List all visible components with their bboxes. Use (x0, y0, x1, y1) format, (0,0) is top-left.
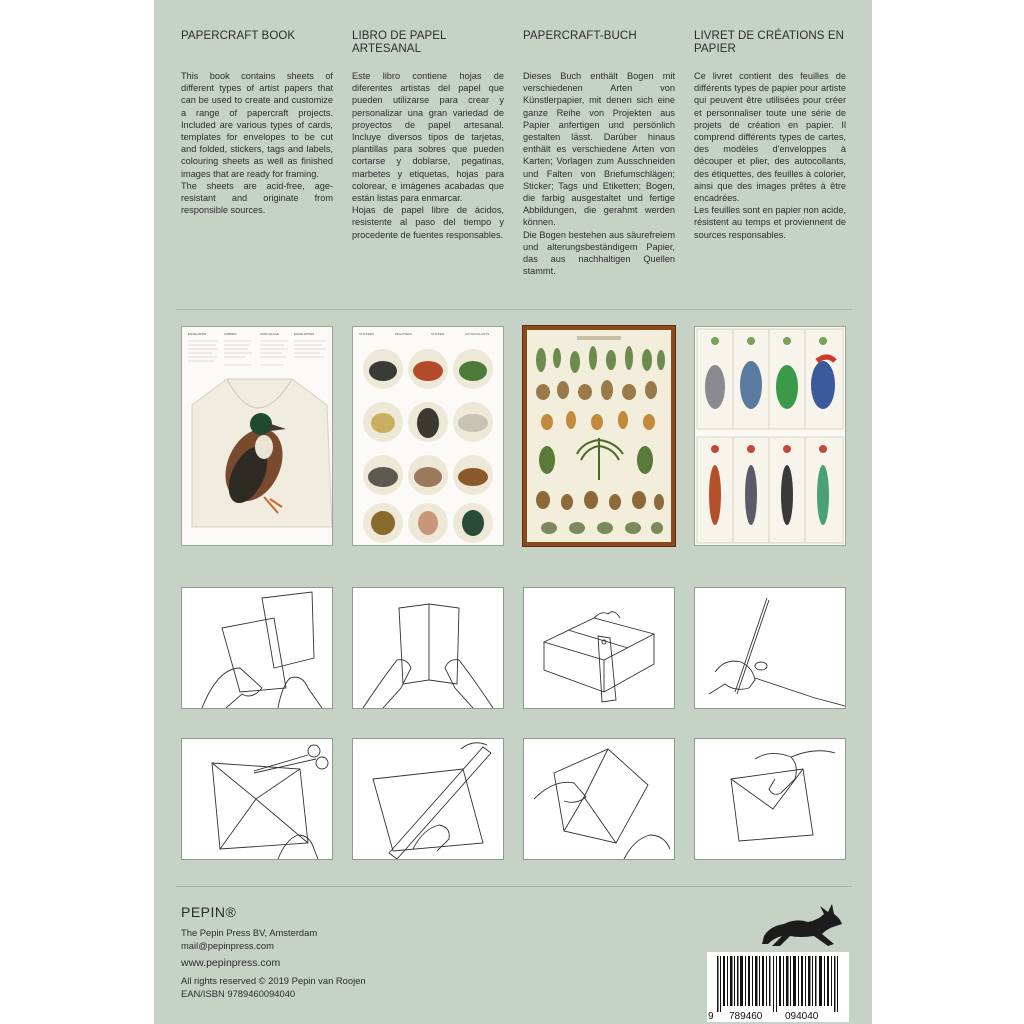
column-paragraph: Este libro contiene hojas de diferentes artistas del papel que pueden utilizarse para crear y personalizar una gran variedad de proyectos de papel artesanal. Incluye diversos tipos de tarjetas, plantillas para sobres que pueden cortarse y doblarse, pegatinas, marbetes y etiquetas, hojas para colorear, e imágenes acabadas que están listas para enmarcar. (352, 71, 504, 204)
column-title: LIBRO DE PAPEL ARTESANAL (352, 30, 447, 55)
column-french (694, 30, 846, 241)
book-back-cover (154, 0, 872, 1024)
column-paragraph: The sheets are acid-free, age-resistant and originate from responsible sources. (181, 180, 333, 216)
column-german (523, 30, 675, 277)
column-paragraph: Die Bogen bestehen aus säurefreiem und alterungsbeständigem Papier, das aus nachhaltigen Quellen stammt. (523, 229, 675, 277)
thumb-header: UMSCHLÄGE (260, 332, 280, 336)
barcode-digits-right: 094040 (785, 1011, 819, 1022)
column-paragraph: This book contains sheets of different types of artist papers that can be used to create and customize a range of papercraft projects. Included are various types of cards, templates for envelopes to be cut and folded, stickers, tags and labels, colouring sheets as well as finished images that are ready for framing. (181, 71, 333, 179)
step-diagram (694, 738, 846, 860)
bird-lizard-tags (695, 327, 845, 545)
barcode-digit: 9 (708, 1011, 714, 1022)
botanical-plate-illustration (527, 330, 671, 542)
hands-folding-paper (182, 588, 332, 708)
frog-turtle-stickers (353, 327, 503, 545)
thumb-header: PEGATINAS (395, 332, 412, 336)
thumb-header: SOBRES (224, 332, 237, 336)
divider-bottom (176, 886, 852, 887)
column-paragraph: Hojas de papel libre de ácidos, resistente al paso del tiempo y procedente de fuentes responsables. (352, 205, 504, 240)
column-paragraph: Dieses Buch enthält Bogen mit verschiedenen Arten von Künstlerpapier, mit denen sich eine ganze Reihe von Projekten aus Papier anfertigen und persönlich gestalten lässt. Darüber hinaus enthält es verschiedene Arten von Karten; Vorlagen zum Ausschneiden und Falten von Briefumschlägen; Sticker; Tags und Etiketten; Bogen, die farbig ausgestaltet und fertige Abbildungen, die gerahmt werden können. (523, 71, 675, 228)
publisher-info (181, 904, 366, 1000)
column-english (181, 30, 333, 216)
thumb-header: ENVELOPPE (188, 332, 207, 336)
column-title: PAPERCRAFT-BUCH (523, 30, 637, 42)
divider-top (176, 309, 852, 310)
gift-box-with-tag (524, 588, 674, 708)
thumb-header: STICKER (431, 332, 445, 336)
thumbnail-envelope-sheet (181, 326, 333, 546)
column-spanish (352, 30, 504, 241)
barcode (707, 952, 849, 1022)
thumbnail-framed-print (523, 326, 675, 546)
publisher-website: www.pepinpress.com (181, 957, 281, 969)
scissors-cutting-envelope (182, 739, 332, 859)
copyright-notice: All rights reserved © 2019 Pepin van Roojen (181, 975, 366, 986)
envelope-duck-illustration (182, 327, 332, 545)
step-diagram (694, 587, 846, 709)
column-title: PAPERCRAFT BOOK (181, 30, 296, 42)
publisher-brand: PEPIN® (181, 904, 237, 920)
step-diagram (523, 738, 675, 860)
hands-folding-envelope (524, 739, 674, 859)
pepin-hare-logo (760, 904, 848, 950)
thumbnail-sticker-sheet (352, 326, 504, 546)
column-title: LIVRET DE CRÉATIONS EN PAPIER (694, 30, 845, 55)
ean-isbn: EAN/ISBN 9789460094040 (181, 988, 296, 999)
hand-writing-pencil (695, 588, 845, 708)
barcode-digits-left: 789460 (729, 1011, 763, 1022)
hand-sealing-envelope (695, 739, 845, 859)
step-diagram (181, 738, 333, 860)
ean-barcode (707, 952, 849, 1022)
thumbnail-tags-sheet (694, 326, 846, 546)
step-diagram (523, 587, 675, 709)
step-diagram (352, 587, 504, 709)
step-diagram (352, 738, 504, 860)
thumb-header: AUTOCOLLANTS (465, 332, 490, 336)
step-diagram (181, 587, 333, 709)
column-paragraph: Les feuilles sont en papier non acide, résistent au temps et proviennent de sources responsables. (694, 205, 846, 240)
thumb-header: ENVELOPPES (294, 332, 315, 336)
thumb-header: STICKERS (359, 332, 375, 336)
column-paragraph: Ce livret contient des feuilles de différents types de papier pour artiste qui peuvent être utilisées pour créer et personnaliser toute une série de projets de création en papier. Il comprend différents types de cartes, des modèles d'enveloppes à découper et plier, des autocollants, des étiquettes, des feuilles à colorier, ainsi que des images prêtes à être encadrées. (694, 71, 846, 204)
ruler-scoring-fold (353, 739, 503, 859)
publisher-email: mail@pepinpress.com (181, 940, 274, 951)
hands-holding-card (353, 588, 503, 708)
publisher-address: The Pepin Press BV, Amsterdam (181, 927, 318, 938)
